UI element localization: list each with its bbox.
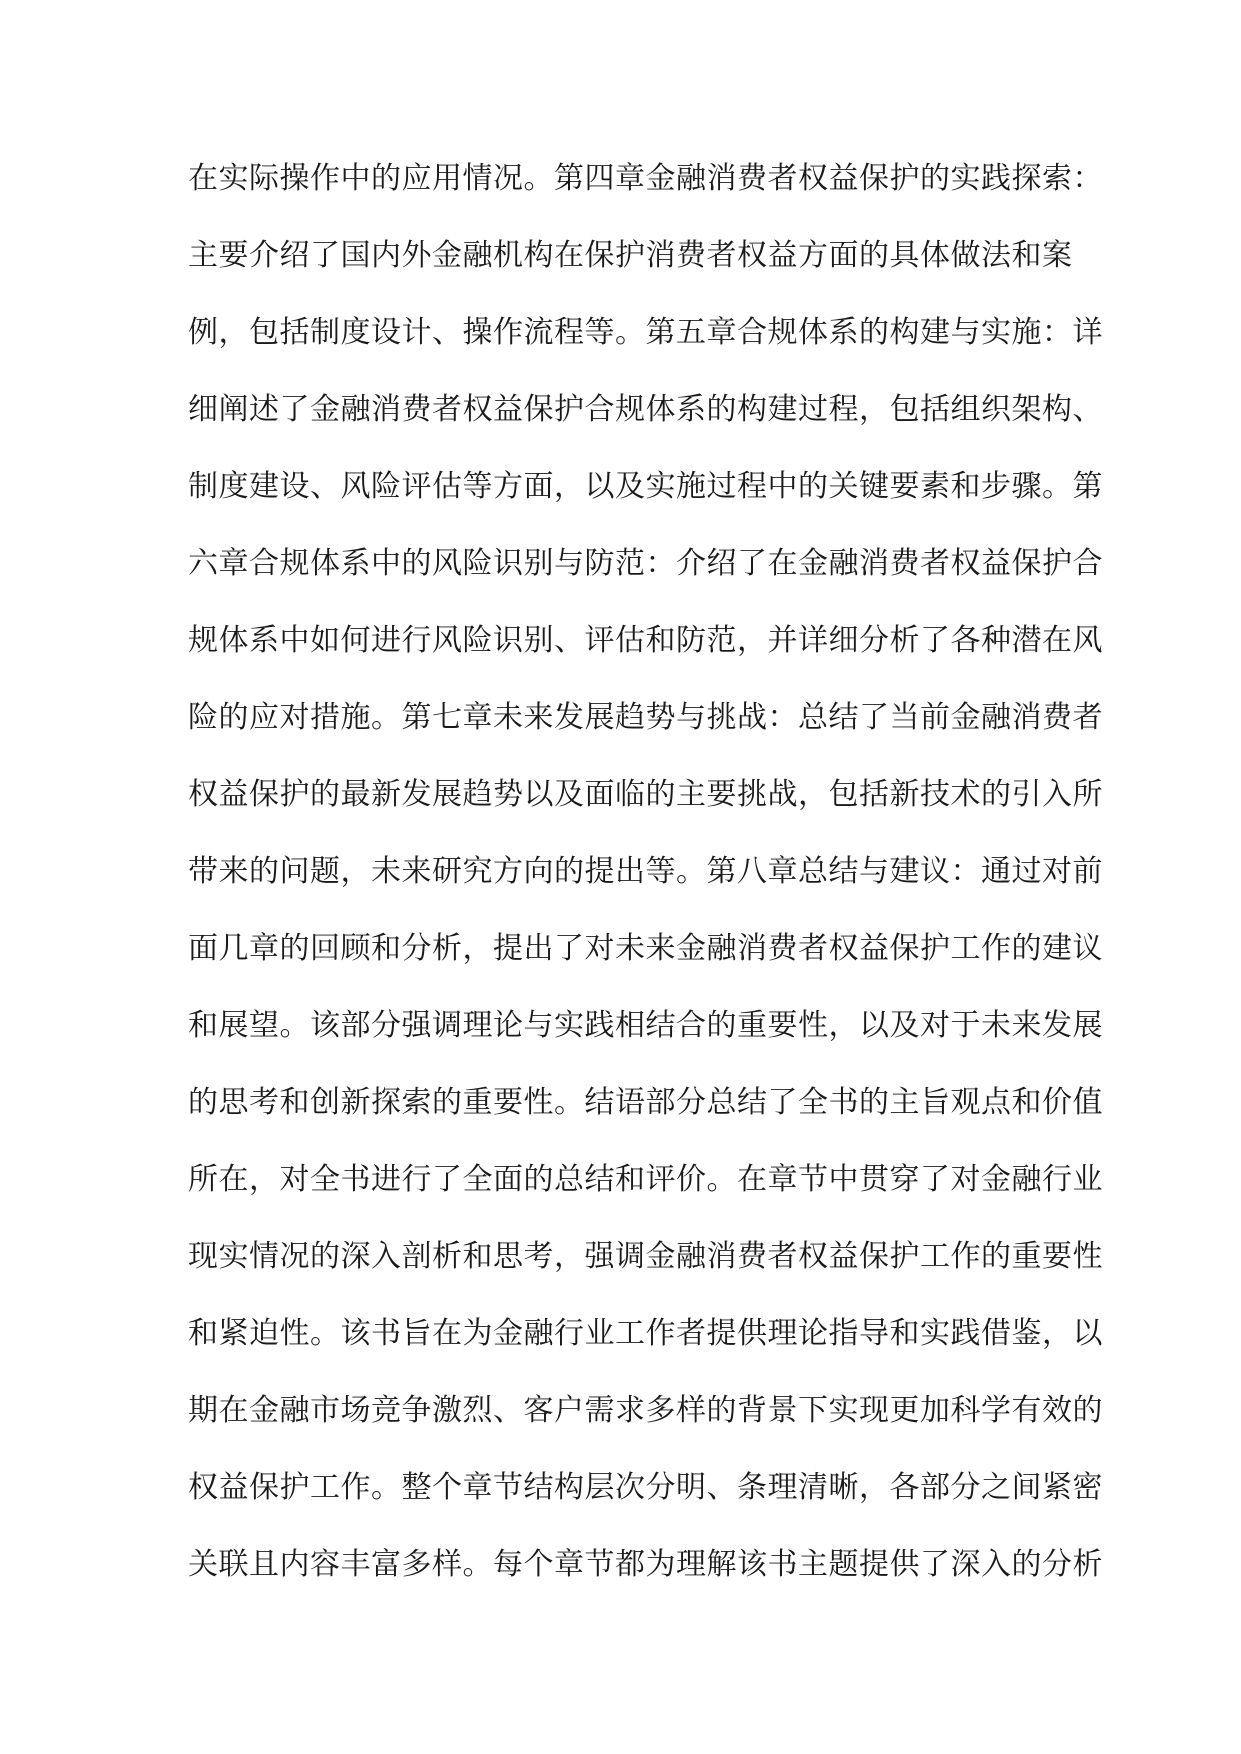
text-line: 面几章的回顾和分析，提出了对未来金融消费者权益保护工作的建议 [188,931,1103,966]
text-line: 权益保护工作。整个章节结构层次分明、条理清晰，各部分之间紧密 [188,1470,1103,1505]
text-line: 制度建设、风险评估等方面，以及实施过程中的关键要素和步骤。第 [188,469,1103,504]
text-line: 细阐述了金融消费者权益保护合规体系的构建过程，包括组织架构、 [188,392,1103,427]
text-line: 所在，对全书进行了全面的总结和评价。在章节中贯穿了对金融行业 [188,1162,1103,1197]
body-paragraph [188,140,1103,1603]
text-line: 在实际操作中的应用情况。第四章金融消费者权益保护的实践探索： [188,161,1103,196]
text-line: 关联且内容丰富多样。每个章节都为理解该书主题提供了深入的分析 [188,1547,1103,1582]
text-line: 期在金融市场竞争激烈、客户需求多样的背景下实现更加科学有效的 [188,1393,1103,1428]
text-line: 带来的问题，未来研究方向的提出等。第八章总结与建议：通过对前 [188,854,1103,889]
text-line: 六章合规体系中的风险识别与防范：介绍了在金融消费者权益保护合 [188,546,1103,581]
text-line: 险的应对措施。第七章未来发展趋势与挑战：总结了当前金融消费者 [188,700,1103,735]
text-line: 和展望。该部分强调理论与实践相结合的重要性，以及对于未来发展 [188,1008,1103,1043]
text-line: 的思考和创新探索的重要性。结语部分总结了全书的主旨观点和价值 [188,1085,1103,1120]
text-line: 权益保护的最新发展趋势以及面临的主要挑战，包括新技术的引入所 [188,777,1103,812]
text-line: 和紧迫性。该书旨在为金融行业工作者提供理论指导和实践借鉴，以 [188,1316,1103,1351]
text-line: 现实情况的深入剖析和思考，强调金融消费者权益保护工作的重要性 [188,1239,1103,1274]
text-line: 主要介绍了国内外金融机构在保护消费者权益方面的具体做法和案 [188,238,1073,273]
text-line: 规体系中如何进行风险识别、评估和防范，并详细分析了各种潜在风 [188,623,1103,658]
text-line: 例，包括制度设计、操作流程等。第五章合规体系的构建与实施：详 [188,315,1103,350]
